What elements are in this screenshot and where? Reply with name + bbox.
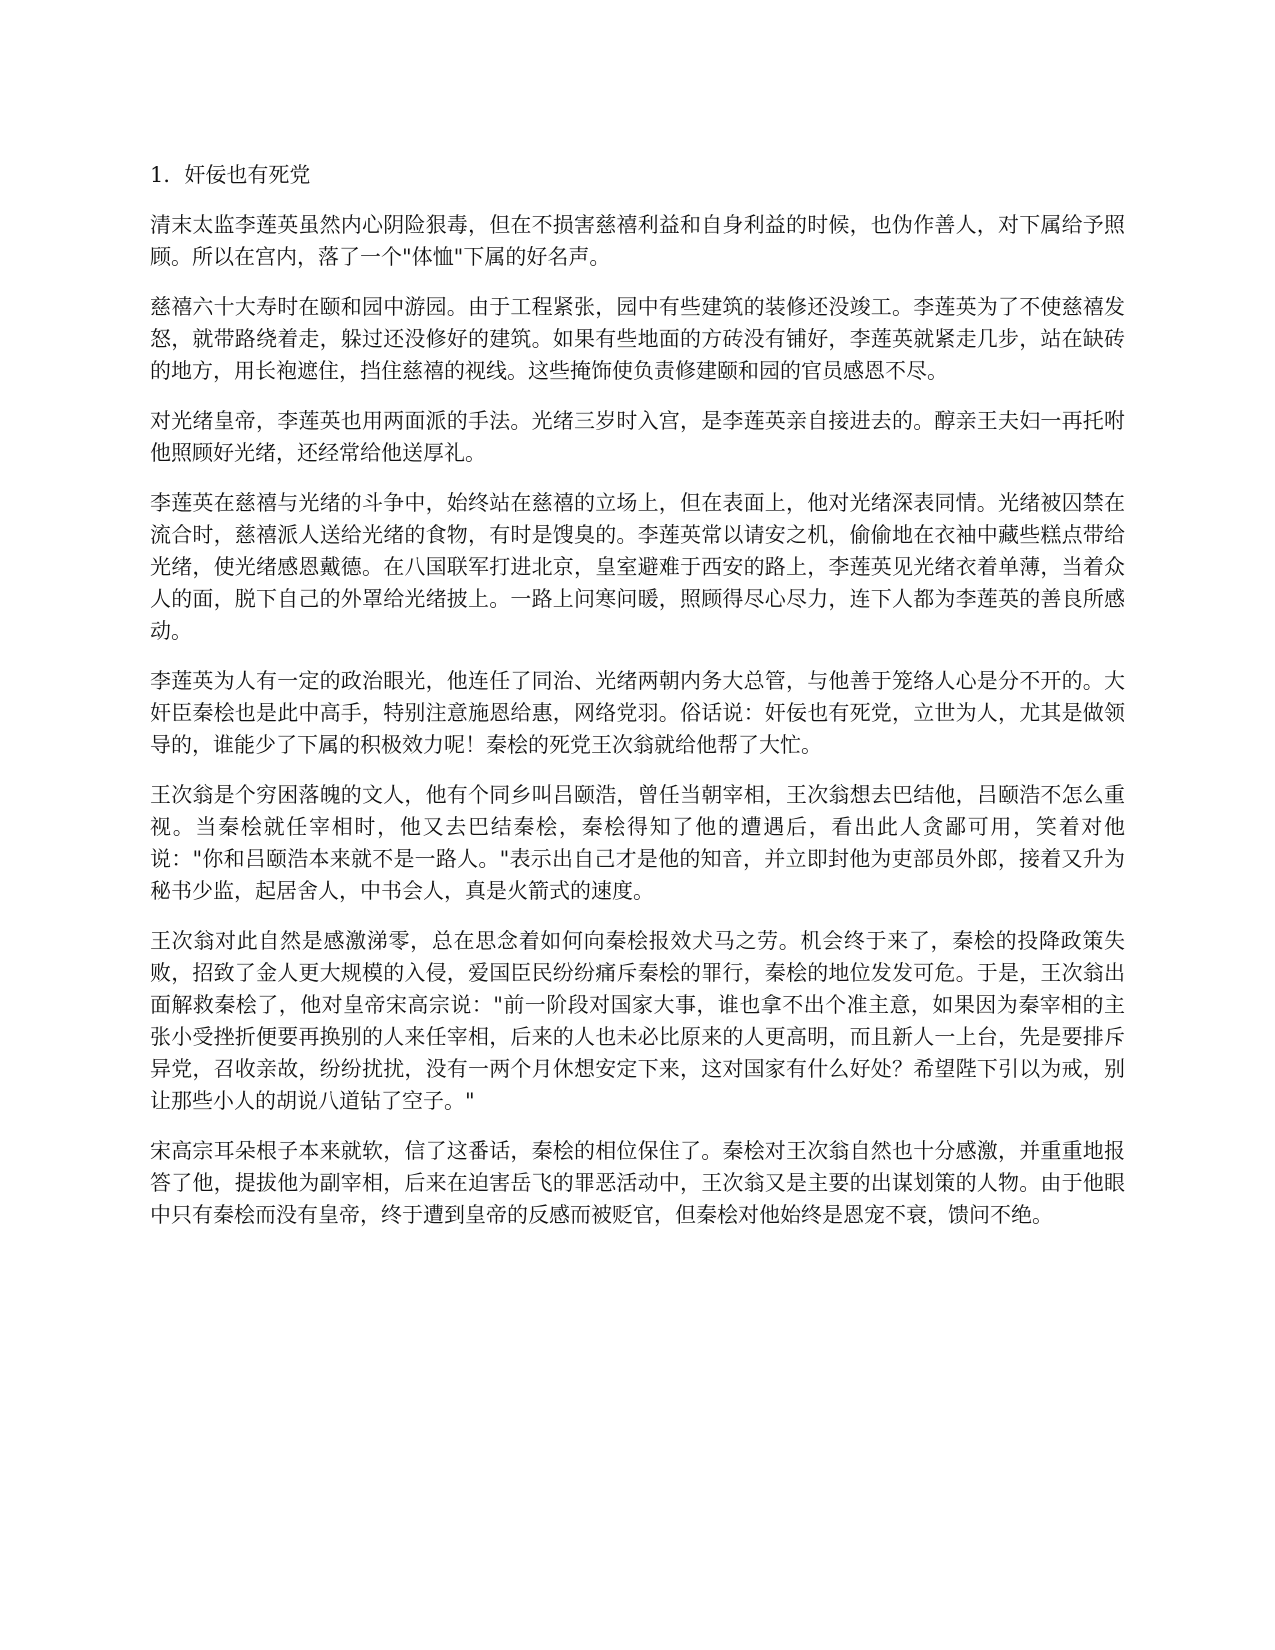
paragraph-2: 慈禧六十大寿时在颐和园中游园。由于工程紧张，园中有些建筑的装修还没竣工。李莲英为了不使慈禧发怒，就带路绕着走，躲过还没修好的建筑。如果有些地面的方砖没有铺好，李莲英就紧走几步，站在缺砖的地方，用长袍遮住，挡住慈禧的视线。这些掩饰使负责修建颐和园的官员感恩不尽。 [150, 295, 1125, 383]
paragraph-5: 李莲英为人有一定的政治眼光，他连任了同治、光绪两朝内务大总管，与他善于笼络人心是分不开的。大奸臣秦桧也是此中高手，特别注意施恩给惠，网络党羽。俗话说：奸佞也有死党，立世为人，尤其是做领导的，谁能少了下属的积极效力呢！秦桧的死党王次翁就给他帮了大忙。 [150, 669, 1125, 757]
paragraph-8: 宋高宗耳朵根子本来就软，信了这番话，秦桧的相位保住了。秦桧对王次翁自然也十分感激，并重重地报答了他，提拔他为副宰相，后来在迫害岳飞的罪恶活动中，王次翁又是主要的出谋划策的人物。由于他眼中只有秦桧而没有皇帝，终于遭到皇帝的反感而被贬官，但秦桧对他始终是恩宠不衰，馈问不绝。 [150, 1139, 1125, 1227]
section-heading: 1．奸佞也有死党 [150, 163, 311, 187]
paragraph-4: 李莲英在慈禧与光绪的斗争中，始终站在慈禧的立场上，但在表面上，他对光绪深表同情。光绪被囚禁在流合时，慈禧派人送给光绪的食物，有时是馊臭的。李莲英常以请安之机，偷偷地在衣袖中藏些糕点带给光绪，使光绪感恩戴德。在八国联军打进北京，皇室避难于西安的路上，李莲英见光绪衣着单薄，当着众人的面，脱下自己的外罩给光绪披上。一路上问寒问暖，照顾得尽心尽力，连下人都为李莲英的善良所感动。 [150, 491, 1125, 643]
document-page [150, 160, 1125, 1249]
paragraph-7: 王次翁对此自然是感激涕零，总在思念着如何向秦桧报效犬马之劳。机会终于来了，秦桧的投降政策失败，招致了金人更大规模的入侵，爱国臣民纷纷痛斥秦桧的罪行，秦桧的地位发发可危。于是，王次翁出面解救秦桧了，他对皇帝宋高宗说："前一阶段对国家大事，谁也拿不出个准主意，如果因为秦宰相的主张小受挫折便要再换别的人来任宰相，后来的人也未必比原来的人更高明，而且新人一上台，先是要排斥异党，召收亲故，纷纷扰扰，没有一两个月休想安定下来，这对国家有什么好处？希望陛下引以为戒，别让那些小人的胡说八道钻了空子。" [150, 929, 1125, 1113]
paragraph-3: 对光绪皇帝，李莲英也用两面派的手法。光绪三岁时入宫，是李莲英亲自接进去的。醇亲王夫妇一再托咐他照顾好光绪，还经常给他送厚礼。 [150, 409, 1125, 465]
paragraph-6: 王次翁是个穷困落魄的文人，他有个同乡叫吕颐浩，曾任当朝宰相，王次翁想去巴结他，吕颐浩不怎么重视。当秦桧就任宰相时，他又去巴结秦桧，秦桧得知了他的遭遇后，看出此人贪鄙可用，笑着对他说："你和吕颐浩本来就不是一路人。"表示出自己才是他的知音，并立即封他为吏部员外郎，接着又升为秘书少监，起居舍人，中书会人，真是火箭式的速度。 [150, 783, 1125, 903]
paragraph-1: 清末太监李莲英虽然内心阴险狠毒，但在不损害慈禧利益和自身利益的时候，也伪作善人，对下属给予照顾。所以在宫内，落了一个"体恤"下属的好名声。 [150, 213, 1125, 269]
